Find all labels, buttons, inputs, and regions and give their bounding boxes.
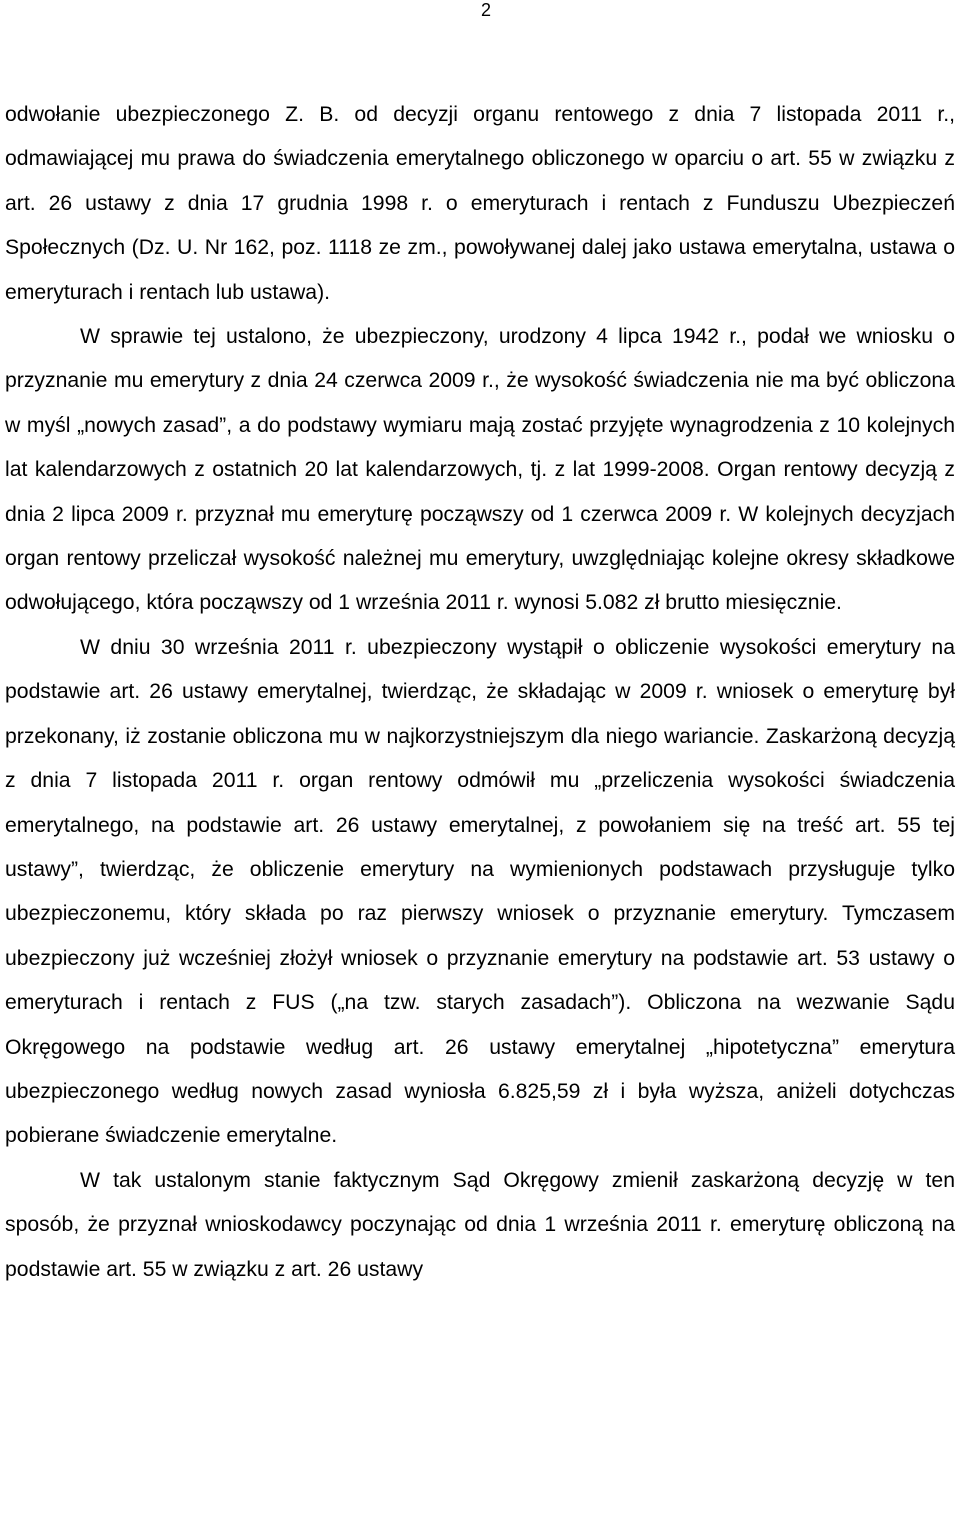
document-body <box>5 93 955 1292</box>
paragraph-2: W sprawie tej ustalono, że ubezpieczony, urodzony 4 lipca 1942 r., podał we wniosku o przyznanie mu emerytury z dnia 24 czerwca 2009 r., że wysokość świadczenia nie ma być obliczona w myśl „nowych zasad”, a do podstawy wymiaru mają zostać przyjęte wynagrodzenia z 10 kolejnych lat kalendarzowych z ostatnich 20 lat kalendarzowych, tj. z lat 1999-2008. Organ rentowy decyzją z dnia 2 lipca 2009 r. przyznał mu emeryturę począwszy od 1 czerwca 2009 r. W kolejnych decyzjach organ rentowy przeliczał wysokość należnej mu emerytury, uwzględniając kolejne okresy składkowe odwołującego, która począwszy od 1 września 2011 r. wynosi 5.082 zł brutto miesięcznie. <box>5 325 955 615</box>
paragraph-1: odwołanie ubezpieczonego Z. B. od decyzji organu rentowego z dnia 7 listopada 2011 r., odmawiającej mu prawa do świadczenia emerytalnego obliczonego w oparciu o art. 55 w związku z art. 26 ustawy z dnia 17 grudnia 1998 r. o emeryturach i rentach z Funduszu Ubezpieczeń Społecznych (Dz. U. Nr 162, poz. 1118 ze zm., powoływanej dalej jako ustawa emerytalna, ustawa o emeryturach i rentach lub ustawa). <box>5 103 955 304</box>
page-number: 2 <box>480 0 491 20</box>
paragraph-4: W tak ustalonym stanie faktycznym Sąd Okręgowy zmienił zaskarżoną decyzję w ten sposób, że przyznał wnioskodawcy poczynając od dnia 1 września 2011 r. emeryturę obliczoną na podstawie art. 55 w związku z art. 26 ustawy <box>5 1168 955 1281</box>
paragraph-3: W dniu 30 września 2011 r. ubezpieczony wystąpił o obliczenie wysokości emerytury na podstawie art. 26 ustawy emerytalnej, twierdząc, że składając w 2009 r. wniosek o emeryturę był przekonany, iż zostanie obliczona mu w najkorzystniejszym dla niego wariancie. Zaskarżoną decyzją z dnia 7 listopada 2011 r. organ rentowy odmówił mu „przeliczenia wysokości świadczenia emerytalnego, na podstawie art. 26 ustawy emerytalnej, z powołaniem się na treść art. 55 tej ustawy”, twierdząc, że obliczenie emerytury na wymienionych podstawach przysługuje tylko ubezpieczonemu, który składa po raz pierwszy wniosek o przyznanie emerytury. Tymczasem ubezpieczony już wcześniej złożył wniosek o przyznanie emerytury na podstawie art. 53 ustawy o emeryturach i rentach z FUS („na tzw. starych zasadach”). Obliczona na wezwanie Sądu Okręgowego na podstawie według art. 26 ustawy emerytalnej „hipotetyczna” emerytura ubezpieczonego według nowych zasad wyniosła 6.825,59 zł i była wyższa, aniżeli dotychczas pobierane świadczenie emerytalne. <box>5 635 955 1148</box>
